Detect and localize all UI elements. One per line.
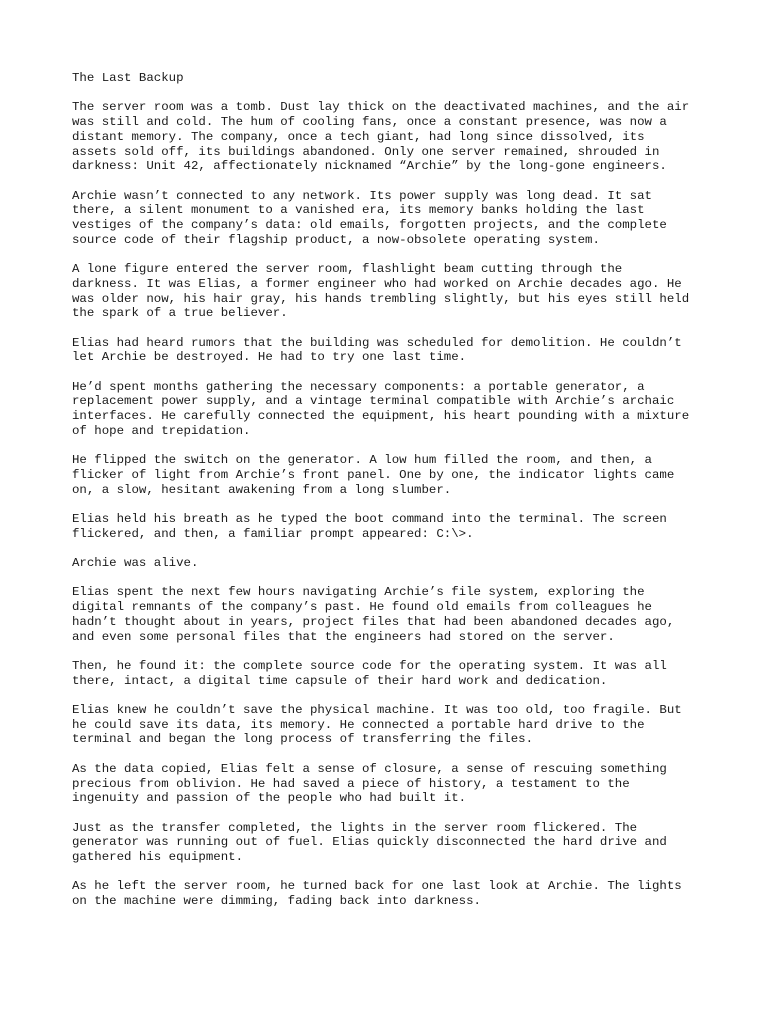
paragraph: As he left the server room, he turned back for one last look at Archie. The lights on the machine were dimming, fading back into darkness. — [72, 879, 682, 909]
paragraph: Then, he found it: the complete source code for the operating system. It was all there, intact, a digital time capsule of their hard work and dedication. — [72, 658, 667, 688]
paragraph: The server room was a tomb. Dust lay thick on the deactivated machines, and the air was still and cold. The hum of cooling fans, once a constant presence, was now a distant memory. The company, once a tech giant, had long since dissolved, its assets sold off, its buildings abandoned. Only one server remained, shrouded in darkness: Unit 42, affectionately nicknamed “Archie” by the long-gone engineers. — [72, 100, 690, 174]
paragraph: He’d spent months gathering the necessary components: a portable generator, a replacement power supply, and a vintage terminal compatible with Archie’s archaic interfaces. He carefully connected the equipment, his heart pounding with a mixture of hope and trepidation. — [72, 379, 690, 438]
paragraph: Elias had heard rumors that the building was scheduled for demolition. He couldn’t let Archie be destroyed. He had to try one last time. — [72, 335, 682, 365]
document-page — [72, 71, 712, 924]
paragraph: Elias held his breath as he typed the boot command into the terminal. The screen flickered, and then, a familiar prompt appeared: C:\>. — [72, 511, 667, 541]
paragraph: Elias knew he couldn’t save the physical machine. It was too old, too fragile. But he could save its data, its memory. He connected a portable hard drive to the terminal and began the long process of transferring the files. — [72, 703, 682, 747]
paragraph: Archie wasn’t connected to any network. Its power supply was long dead. It sat there, a silent monument to a vanished era, its memory banks holding the last vestiges of the company’s data: old emails, forgotten projects, and the complete source code of their flagship product, a now-obsolete operating system. — [72, 188, 667, 247]
paragraph: Just as the transfer completed, the lights in the server room flickered. The generator was running out of fuel. Elias quickly disconnected the hard drive and gathered his equipment. — [72, 820, 667, 865]
paragraph: As the data copied, Elias felt a sense of closure, a sense of rescuing something precious from oblivion. He had saved a piece of history, a testament to the ingenuity and passion of the people who had built it. — [72, 761, 667, 806]
paragraph: Elias spent the next few hours navigating Archie’s file system, exploring the digital remnants of the company’s past. He found old emails from colleagues he hadn’t thought about in years, project files that had been abandoned decades ago, and even some personal files that the engineers had stored on the server. — [72, 585, 675, 644]
paragraph: Archie was alive. — [72, 556, 199, 571]
document-title: The Last Backup — [72, 71, 184, 85]
paragraph: He flipped the switch on the generator. A low hum filled the room, and then, a flicker of light from Archie’s front panel. One by one, the indicator lights came on, a slow, hesitant awakening from a long slumber. — [72, 453, 675, 497]
paragraph: A lone figure entered the server room, flashlight beam cutting through the darkness. It was Elias, a former engineer who had worked on Archie decades ago. He was older now, his hair gray, his hands trembling slightly, but his eyes still held the spark of a true believer. — [72, 262, 690, 321]
